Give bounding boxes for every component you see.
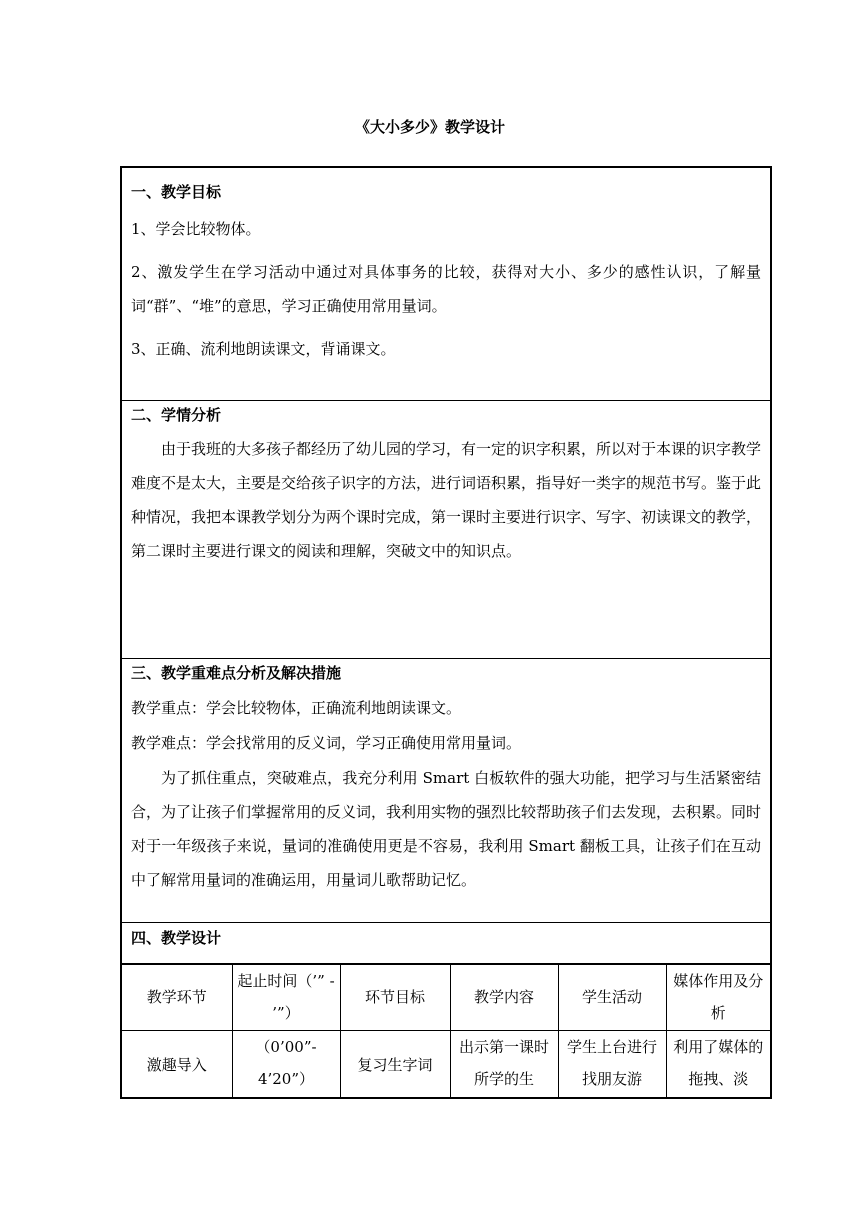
header-cell: 教学内容 bbox=[450, 964, 558, 1030]
section-heading: 四、教学设计 bbox=[131, 929, 222, 947]
section-heading: 二、学情分析 bbox=[131, 406, 222, 424]
key-point-line: 教学重点：学会比较物体，正确流利地朗读课文。 bbox=[131, 699, 462, 717]
table-cell: （0’00”- 4’20”） bbox=[232, 1030, 340, 1099]
difficulty-line: 教学难点：学会找常用的反义词，学习正确使用常用量词。 bbox=[131, 734, 522, 752]
objective-item: 2、激发学生在学习活动中通过对具体事务的比较，获得对大小、多少的感性认识，了解量词“群”、“堆”的意思，学习正确使用常用量词。 bbox=[131, 263, 761, 315]
header-cell: 教学环节 bbox=[122, 964, 232, 1030]
objective-item: 3、正确、流利地朗读课文，背诵课文。 bbox=[131, 340, 396, 358]
section-analysis bbox=[122, 400, 770, 658]
table-cell: 学生上台进行找朋友游 bbox=[558, 1030, 666, 1099]
section-heading: 一、教学目标 bbox=[131, 183, 222, 201]
section-key-points bbox=[122, 658, 770, 922]
section-heading: 三、教学重难点分析及解决措施 bbox=[131, 664, 342, 682]
objective-item: 1、学会比较物体。 bbox=[131, 220, 261, 238]
table-cell: 出示第一课时所学的生 bbox=[450, 1030, 558, 1099]
design-table bbox=[122, 963, 770, 1099]
table-row bbox=[122, 1030, 770, 1099]
document-title: 《大小多少》教学设计 bbox=[354, 118, 505, 136]
section-design bbox=[122, 922, 770, 963]
section-objectives bbox=[122, 168, 770, 400]
lesson-plan-frame bbox=[120, 166, 772, 1099]
table-header-row bbox=[122, 964, 770, 1030]
header-cell: 学生活动 bbox=[558, 964, 666, 1030]
header-cell: 媒体作用及分析 bbox=[666, 964, 770, 1030]
header-cell: 环节目标 bbox=[340, 964, 450, 1030]
table-cell: 复习生字词 bbox=[340, 1030, 450, 1099]
table-cell: 利用了媒体的拖拽、淡 bbox=[666, 1030, 770, 1099]
analysis-paragraph: 由于我班的大多孩子都经历了幼儿园的学习，有一定的识字积累，所以对于本课的识字教学难度不是太大，主要是交给孩子识字的方法，进行词语积累，指导好一类字的规范书写。鉴于此种情况，我把本课教学划分为两个课时完成，第一课时主要进行识字、写字、初读课文的教学，第二课时主要进行课文的阅读和理解，突破文中的知识点。 bbox=[131, 440, 762, 560]
table-cell: 激趣导入 bbox=[122, 1030, 232, 1099]
solution-paragraph: 为了抓住重点，突破难点，我充分利用 Smart 白板软件的强大功能，把学习与生活紧密结合，为了让孩子们掌握常用的反义词，我利用实物的强烈比较帮助孩子们去发现，去积累。同时对于一年级孩子来说，量词的准确使用更是不容易，我利用 Smart 翻板工具，让孩子们在互动中了解常用量词的准确运用，用量词儿歌帮助记忆。 bbox=[131, 769, 762, 889]
header-cell: 起止时间（’” - ’”） bbox=[232, 964, 340, 1030]
